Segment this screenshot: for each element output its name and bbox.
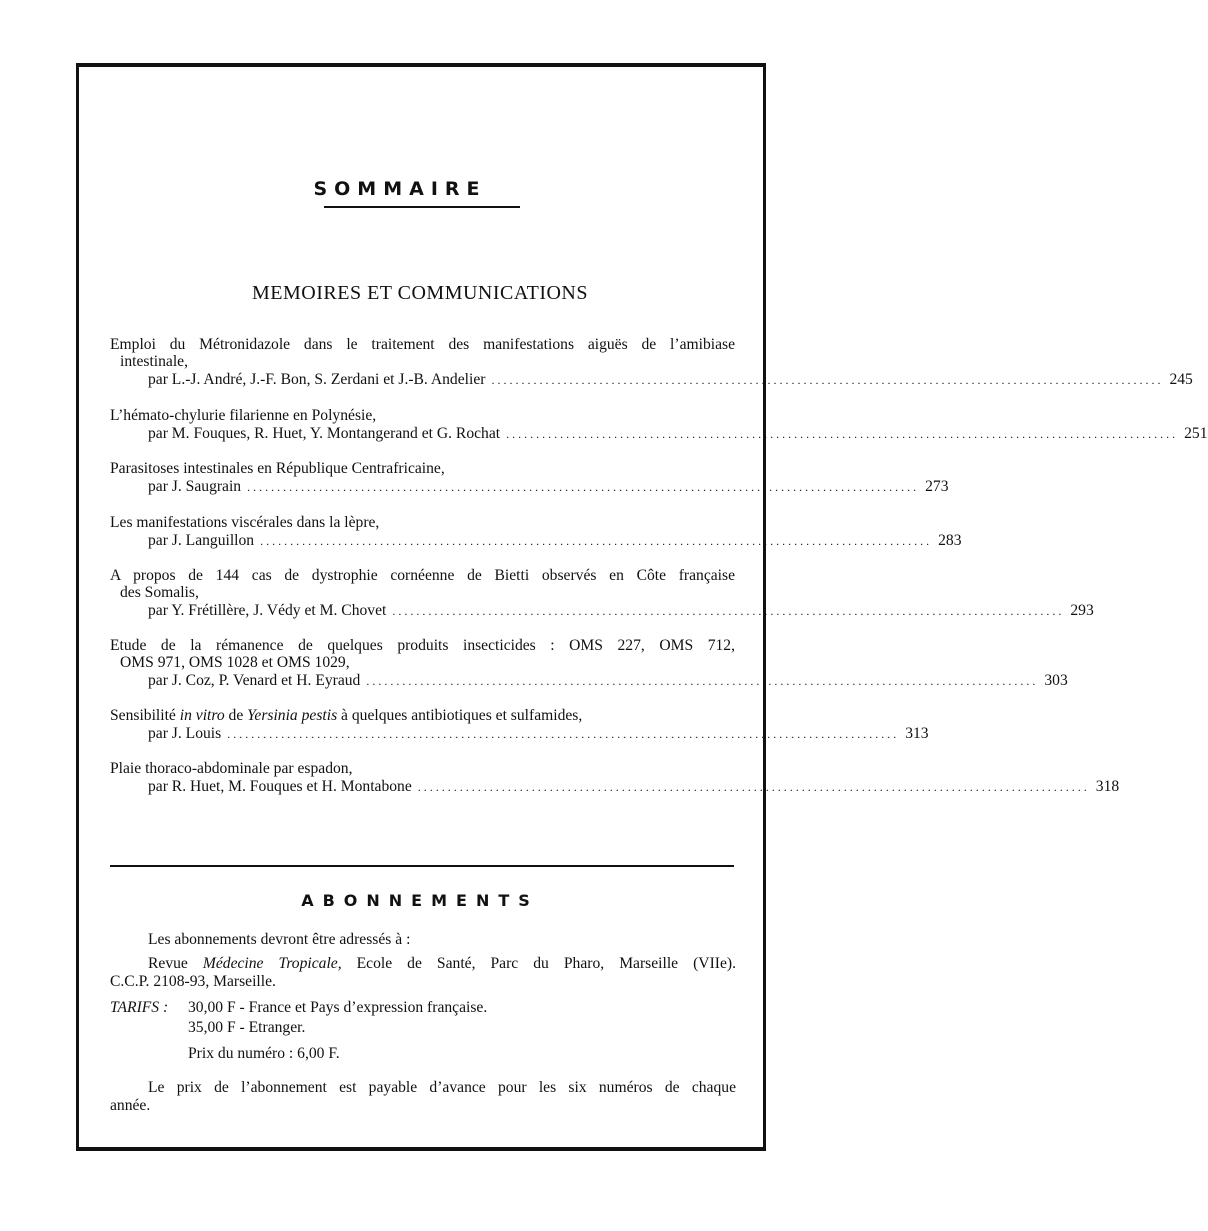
entry-title: Etude de la rémanence de quelques produits insecticides : OMS 227, OMS 712, <box>110 637 735 654</box>
dot-leader: ................................................................................................................ <box>417 780 1090 794</box>
entry-title-cont: des Somalis, <box>120 584 199 601</box>
prix-numero: Prix du numéro : 6,00 F. <box>188 1045 340 1062</box>
entry-title-cont: OMS 971, OMS 1028 et OMS 1029, <box>120 654 350 671</box>
entry-page: 245 <box>1169 371 1193 388</box>
entry-title: Sensibilité in vitro de Yersinia pestis à quelques antibiotiques et sulfamides, <box>110 707 583 724</box>
entry-title: Parasitoses intestinales en République Centrafricaine, <box>110 460 445 477</box>
entry-authors: par M. Fouques, R. Huet, Y. Montangerand et G. Rochat <box>148 425 501 442</box>
tarif-etranger: 35,00 F - Etranger. <box>188 1019 306 1036</box>
tarif-france: 30,00 F - France et Pays d’expression française. <box>188 999 488 1016</box>
abonnements-note: Le prix de l’abonnement est payable d’avance pour les six numéros de chaque <box>148 1079 736 1096</box>
sommaire-underline <box>324 206 520 208</box>
dot-leader: ................................................................................................................ <box>247 480 920 494</box>
entry-authors-line <box>110 532 962 550</box>
dot-leader: ................................................................................................................ <box>366 674 1039 688</box>
tarifs-label: TARIFS : <box>110 999 169 1016</box>
entry-page: 273 <box>925 478 949 495</box>
abonnements-heading: ABONNEMENTS <box>301 891 539 910</box>
entry-authors: par J. Louis <box>148 725 222 742</box>
abonnements-intro: Les abonnements devront être adressés à : <box>148 931 411 948</box>
entry-authors-line <box>110 602 1094 620</box>
toc-entry <box>110 567 1094 620</box>
entry-title: Emploi du Métronidazole dans le traitement des manifestations aiguës de l’amibiase <box>110 336 735 353</box>
entry-page: 318 <box>1095 778 1120 795</box>
toc-entry <box>110 514 962 550</box>
entry-authors: par J. Languillon <box>148 532 255 549</box>
sommaire-heading: SOMMAIRE <box>313 178 487 200</box>
toc-entry <box>110 707 929 743</box>
entry-page: 293 <box>1070 602 1094 619</box>
dot-leader: ................................................................................................................ <box>392 604 1065 618</box>
entry-title: L’hémato-chylurie filarienne en Polynésie, <box>110 407 377 424</box>
toc-entry <box>110 760 1120 796</box>
entry-title-cont: intestinale, <box>120 353 188 370</box>
toc-entry <box>110 637 1068 690</box>
entry-authors: par L.-J. André, J.-F. Bon, S. Zerdani et J.-B. Andelier <box>148 371 486 388</box>
entry-authors-line <box>110 371 1193 389</box>
section-title: MEMOIRES ET COMMUNICATIONS <box>252 282 588 304</box>
entry-page: 303 <box>1044 672 1068 689</box>
entry-page: 283 <box>938 532 962 549</box>
abonnements-note-cont: année. <box>110 1097 151 1114</box>
entry-authors: par Y. Frétillère, J. Védy et M. Chovet <box>148 602 387 619</box>
toc-entry <box>110 407 1208 443</box>
toc-entry <box>110 460 949 496</box>
entry-authors-line <box>110 725 929 743</box>
entry-authors-line <box>110 778 1120 796</box>
dot-leader: ................................................................................................................ <box>260 534 933 548</box>
entry-title: A propos de 144 cas de dystrophie cornéenne de Bietti observés en Côte française <box>110 567 735 584</box>
dot-leader: ................................................................................................................ <box>227 727 900 741</box>
dot-leader: ................................................................................................................ <box>491 373 1164 387</box>
entry-authors-line <box>110 478 949 496</box>
dot-leader: ................................................................................................................ <box>506 427 1179 441</box>
entry-title: Les manifestations viscérales dans la lèpre, <box>110 514 380 531</box>
section-divider <box>110 865 734 867</box>
entry-page: 251 <box>1184 425 1208 442</box>
abonnements-address: Revue Médecine Tropicale, Ecole de Santé, Parc du Pharo, Marseille (VIIe). <box>148 955 736 972</box>
abonnements-ccp: C.C.P. 2108-93, Marseille. <box>110 973 276 990</box>
entry-authors: par J. Saugrain <box>148 478 242 495</box>
entry-authors-line <box>110 425 1208 443</box>
entry-authors: par R. Huet, M. Fouques et H. Montabone <box>148 778 412 795</box>
entry-authors: par J. Coz, P. Venard et H. Eyraud <box>148 672 361 689</box>
entry-title: Plaie thoraco-abdominale par espadon, <box>110 760 353 777</box>
toc-entry <box>110 336 1193 389</box>
entry-authors-line <box>110 672 1068 690</box>
entry-page: 313 <box>905 725 929 742</box>
